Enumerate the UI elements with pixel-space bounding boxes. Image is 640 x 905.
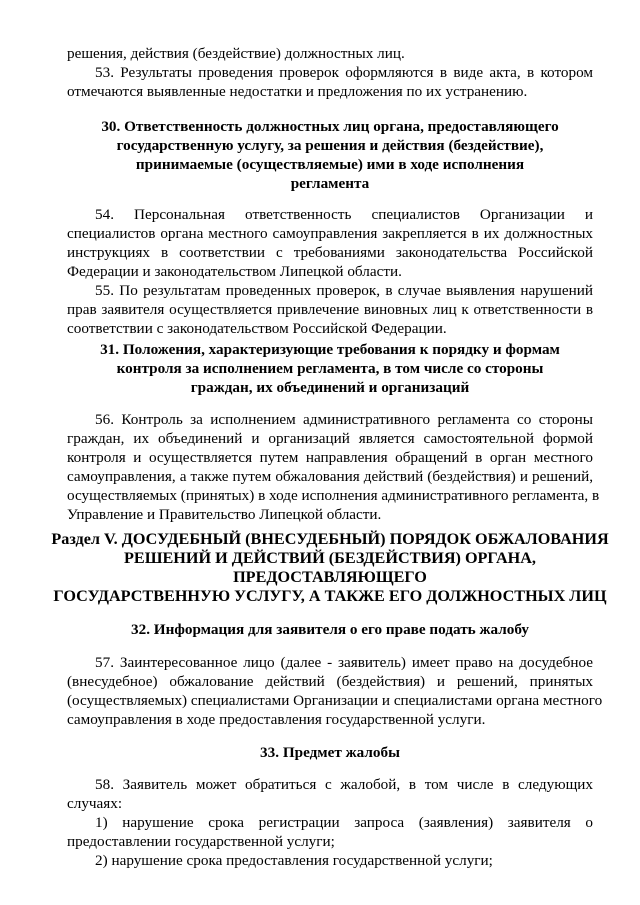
text-line: 57. Заинтересованное лицо (далее - заявитель) имеет право на досудебное	[95, 654, 593, 671]
text-line: Федерации и законодательством Липецкой области.	[67, 263, 402, 280]
text-line: 54. Персональная ответственность специалистов Организации и	[95, 206, 593, 223]
heading-line: 33. Предмет жалобы	[260, 744, 400, 761]
text-line: граждан, их объединений и организаций является самостоятельной формой	[67, 430, 593, 447]
text-line: случаях:	[67, 795, 123, 812]
text-line: Управление и Правительство Липецкой области.	[67, 506, 382, 523]
text-line: отмечаются выявленные недостатки и предложения по их устранению.	[67, 83, 528, 100]
text-line: 56. Контроль за исполнением административного регламента со стороны	[95, 411, 593, 428]
text-line: специалистов органа местного самоуправления закрепляется в их должностных	[67, 225, 593, 242]
text-line: предоставлении государственной услуги;	[67, 833, 335, 850]
text-line: 53. Результаты проведения проверок оформляются в виде акта, в котором	[95, 64, 593, 81]
text-line: инструкциях в соответствии с требованиями законодательства Российской	[67, 244, 593, 261]
section-heading-line: Раздел V. ДОСУДЕБНЫЙ (ВНЕСУДЕБНЫЙ) ПОРЯДОК ОБЖАЛОВАНИЯ	[51, 530, 609, 548]
heading-line: 30. Ответственность должностных лиц органа, предоставляющего	[101, 118, 559, 135]
heading-line: 32. Информация для заявителя о его праве подать жалобу	[131, 621, 529, 638]
heading-line: 31. Положения, характеризующие требования к порядку и формам	[100, 341, 560, 358]
text-line: самоуправления в ходе предоставления государственной услуги.	[67, 711, 486, 728]
text-line: 2) нарушение срока предоставления государственной услуги;	[95, 852, 493, 869]
text-line: (внесудебное) обжалование действий (бездействия) и решений, принятых	[67, 673, 593, 690]
heading-line: принимаемые (осуществляемые) ими в ходе исполнения	[135, 156, 525, 173]
heading-line: государственную услугу, за решения и действия (бездействие),	[116, 137, 544, 154]
heading-line: регламента	[290, 175, 370, 192]
text-line: решения, действия (бездействие) должностных лиц.	[67, 45, 405, 62]
text-line: соответствии с законодательством Российской Федерации.	[67, 320, 447, 337]
text-line: контроля и осуществляется путем направления обращений в орган местного	[67, 449, 593, 466]
section-heading-line: ПРЕДОСТАВЛЯЮЩЕГО	[233, 568, 427, 586]
text-line: самоуправления, а также путем обжалования действий (бездействия) и решений,	[67, 468, 593, 485]
heading-line: контроля за исполнением регламента, в том числе со стороны	[116, 360, 544, 377]
text-line: 1) нарушение срока регистрации запроса (заявления) заявителя о	[95, 814, 593, 831]
section-heading-line: ГОСУДАРСТВЕННУЮ УСЛУГУ, А ТАКЖЕ ЕГО ДОЛЖНОСТНЫХ ЛИЦ	[53, 587, 607, 605]
text-line: прав заявителя осуществляется привлечение виновных лиц к ответственности в	[67, 301, 593, 318]
text-line: 58. Заявитель может обратиться с жалобой, в том числе в следующих	[95, 776, 593, 793]
text-line: осуществляемых (принятых) в ходе исполнения административного регламента, в	[67, 487, 600, 504]
text-line: 55. По результатам проведенных проверок, в случае выявления нарушений	[95, 282, 593, 299]
text-line: (осуществляемых) специалистами Организации и специалистами органа местного	[67, 692, 603, 709]
section-heading-line: РЕШЕНИЙ И ДЕЙСТВИЙ (БЕЗДЕЙСТВИЯ) ОРГАНА,	[124, 549, 536, 567]
heading-line: граждан, их объединений и организаций	[190, 379, 470, 396]
